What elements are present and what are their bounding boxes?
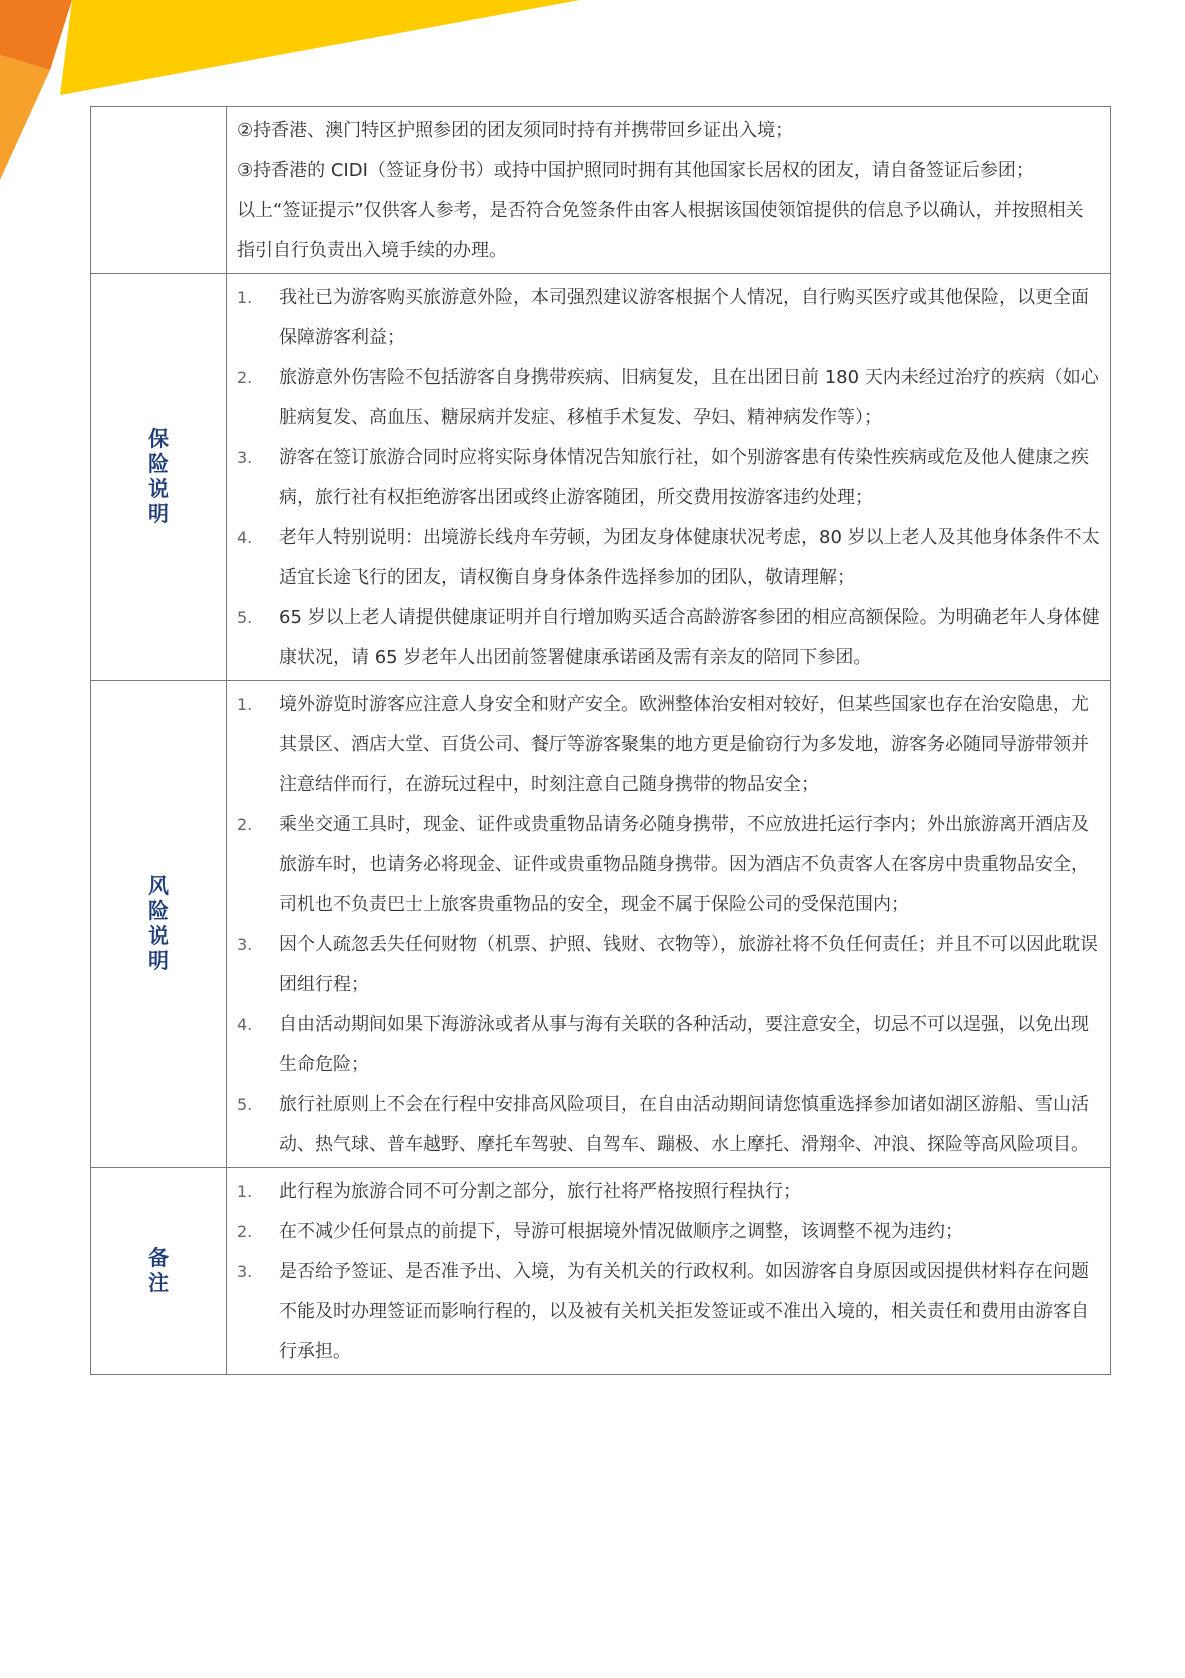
item-text: 在不减少任何景点的前提下，导游可根据境外情况做顺序之调整，该调整不视为违约；	[279, 1221, 963, 1242]
visa-line: ③持香港的 CIDI（签证身份书）或持中国护照同时拥有其他国家长居权的团友，请自备签证后参团；	[237, 160, 1034, 181]
list-item	[237, 1172, 1100, 1212]
item-text: 旅游意外伤害险不包括游客自身携带疾病、旧病复发，且在出团日前 180 天内未经过治疗的疾病（如心脏病复发、高血压、糖尿病并发症、移植手术复发、孕妇、精神病发作等）；	[279, 367, 1099, 428]
visa-content-cell	[227, 107, 1111, 274]
item-number: 3.	[237, 935, 253, 954]
item-number: 5.	[237, 608, 253, 627]
item-number: 2.	[237, 1222, 253, 1241]
list-item	[237, 598, 1100, 678]
item-number: 2.	[237, 815, 253, 834]
list-item	[237, 358, 1100, 438]
item-text: 游客在签订旅游合同时应将实际身体情况告知旅行社，如个别游客患有传染性疾病或危及他人健康之疾病，旅行社有权拒绝游客出团或终止游客随团，所交费用按游客违约处理；	[279, 447, 1089, 508]
item-text: 因个人疏忽丢失任何财物（机票、护照、钱财、衣物等），旅游社将不负任何责任；并且不可以因此耽误团组行程；	[279, 934, 1098, 995]
visa-line: ②持香港、澳门特区护照参团的团友须同时持有并携带回乡证出入境；	[237, 120, 794, 141]
item-text: 境外游览时游客应注意人身安全和财产安全。欧洲整体治安相对较好，但某些国家也存在治安隐患，尤其景区、酒店大堂、百货公司、餐厅等游客聚集的地方更是偷窃行为多发地，游客务必随同导游带领并注意结伴而行，在游玩过程中，时刻注意自己随身携带的物品安全；	[279, 694, 1089, 795]
item-text: 老年人特别说明：出境游长线舟车劳顿，为团友身体健康状况考虑，80 岁以上老人及其他身体条件不太适宜长途飞行的团友，请权衡自身身体条件选择参加的团队，敬请理解；	[279, 527, 1100, 588]
item-number: 2.	[237, 368, 253, 387]
item-text: 乘坐交通工具时，现金、证件或贵重物品请务必随身携带，不应放进托运行李内；外出旅游离开酒店及旅游车时，也请务必将现金、证件或贵重物品随身携带。因为酒店不负责客人在客房中贵重物品安全，司机也不负责巴士上旅客贵重物品的安全，现金不属于保险公司的受保范围内；	[279, 814, 1089, 915]
item-number: 1.	[237, 1182, 253, 1201]
insurance-label: 保险说明	[148, 427, 169, 526]
insurance-content-cell	[227, 274, 1111, 681]
risk-label-cell	[91, 681, 227, 1168]
item-number: 3.	[237, 1262, 253, 1281]
item-text: 我社已为游客购买旅游意外险，本司强烈建议游客根据个人情况，自行购买医疗或其他保险，以更全面保障游客利益；	[279, 287, 1089, 348]
item-text: 是否给予签证、是否准予出、入境，为有关机关的行政权利。如因游客自身原因或因提供材料存在问题不能及时办理签证而影响行程的，以及被有关机关拒发签证或不准出入境的，相关责任和费用由游客自行承担。	[279, 1261, 1089, 1362]
item-number: 4.	[237, 1015, 253, 1034]
item-number: 5.	[237, 1095, 253, 1114]
list-item	[237, 925, 1100, 1005]
visa-line: 以上“签证提示”仅供客人参考，是否符合免签条件由客人根据该国使领馆提供的信息予以确认，并按照相关指引自行负责出入境手续的办理。	[237, 200, 1084, 261]
item-number: 1.	[237, 288, 253, 307]
notes-label-cell	[91, 1168, 227, 1375]
risk-label: 风险说明	[148, 874, 169, 973]
notes-row	[91, 1168, 1111, 1375]
list-item	[237, 685, 1100, 805]
insurance-label-cell	[91, 274, 227, 681]
list-item	[237, 518, 1100, 598]
list-item	[237, 1252, 1100, 1372]
yellow-stripe	[60, 0, 580, 95]
list-item	[237, 438, 1100, 518]
item-text: 自由活动期间如果下海游泳或者从事与海有关联的各种活动，要注意安全，切忌不可以逞强，以免出现生命危险；	[279, 1014, 1089, 1075]
item-text: 此行程为旅游合同不可分割之部分，旅行社将严格按照行程执行；	[279, 1181, 801, 1202]
notes-label: 备注	[148, 1246, 169, 1295]
list-item	[237, 1085, 1100, 1165]
itinerary-notice-table	[90, 106, 1111, 1375]
list-item	[237, 278, 1100, 358]
insurance-row	[91, 274, 1111, 681]
light-orange-corner	[0, 55, 50, 180]
list-item	[237, 1005, 1100, 1085]
list-item	[237, 1212, 1100, 1252]
list-item	[237, 805, 1100, 925]
item-number: 3.	[237, 448, 253, 467]
item-text: 旅行社原则上不会在行程中安排高风险项目，在自由活动期间请您慎重选择参加诸如湖区游船、雪山活动、热气球、普车越野、摩托车驾驶、自驾车、蹦极、水上摩托、滑翔伞、冲浪、探险等高风险项目。	[279, 1094, 1089, 1155]
visa-label-cell	[91, 107, 227, 274]
risk-row	[91, 681, 1111, 1168]
item-number: 1.	[237, 695, 253, 714]
item-text: 65 岁以上老人请提供健康证明并自行增加购买适合高龄游客参团的相应高额保险。为明确老年人身体健康状况，请 65 岁老年人出团前签署健康承诺函及需有亲友的陪同下参团。	[279, 607, 1100, 668]
risk-content-cell	[227, 681, 1111, 1168]
notes-content-cell	[227, 1168, 1111, 1375]
item-number: 4.	[237, 528, 253, 547]
visa-row	[91, 107, 1111, 274]
